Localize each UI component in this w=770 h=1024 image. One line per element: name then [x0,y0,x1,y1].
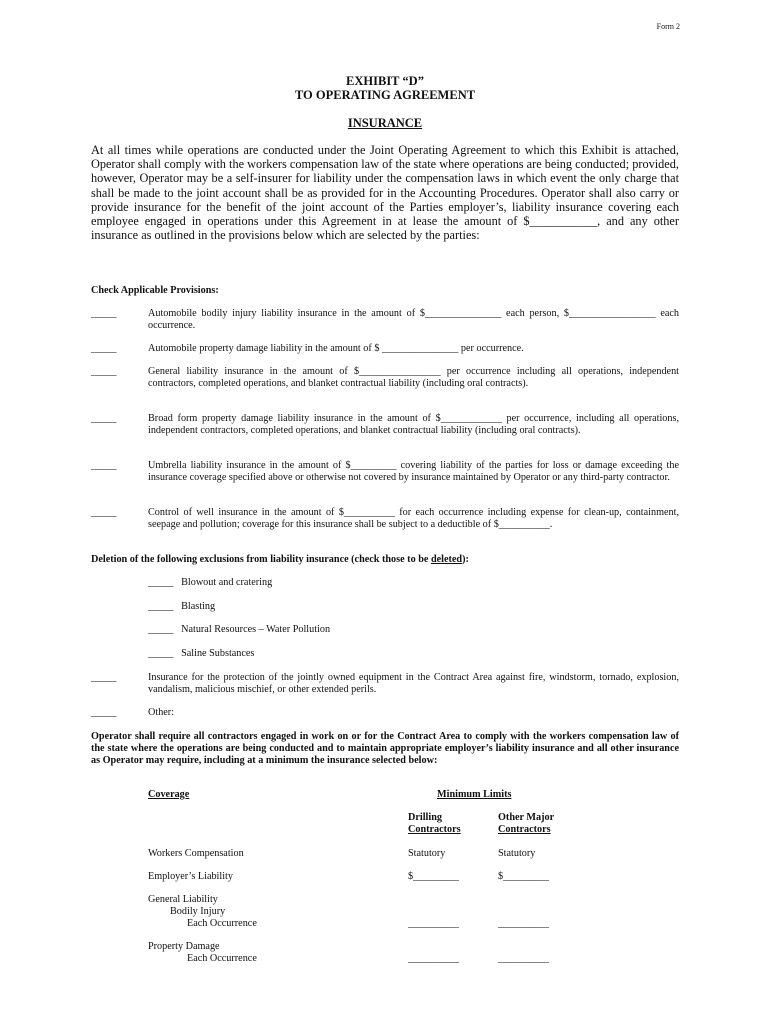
insurance-heading: INSURANCE [347,116,423,130]
row-employers-label: Employer’s Liability [148,871,233,882]
minimum-limits-header: Minimum Limits [437,789,512,800]
row-general-sub1: Bodily Injury [170,906,226,917]
row-general-drilling[interactable]: __________ [408,918,459,929]
exclusion-item-4[interactable] [148,648,254,659]
other-label: Other: [148,707,175,718]
row-property-drilling[interactable]: __________ [408,953,459,964]
row-property-label: Property Damage [148,941,220,952]
exclusion-item-3[interactable] [148,624,330,635]
provision-text-2: Automobile property damage liability in the amount of $ _______________ per occurrence. [148,343,524,354]
provision-checkbox-4[interactable]: _____ [91,413,117,424]
exclusion-label: Blowout and cratering [181,577,273,588]
equipment-text: Insurance for the protection of the jointly owned equipment in the Contract Area against fire, windstorm, tornado, explosion, vandalism, malicious mischief, or other extended perils. [148,672,679,695]
other-checkbox[interactable]: _____ [91,707,117,718]
exclusion-blank[interactable]: _____ [148,577,174,588]
provision-checkbox-2[interactable]: _____ [91,343,117,354]
provision-checkbox-3[interactable]: _____ [91,366,117,377]
row-employers-drilling[interactable]: $_________ [408,871,459,882]
drilling-header-line2: Contractors [408,824,461,835]
row-general-label: General Liability [148,894,218,905]
provision-text-4: Broad form property damage liability insurance in the amount of $____________ per occurrence, including all operations, independent contractors, completed operations, and blanket contractual liability (including oral contracts). [148,413,679,436]
deletion-heading-pre: Deletion of the following exclusions from liability insurance (check those to be [91,554,431,565]
exhibit-title: EXHIBIT “D” [346,74,424,88]
form-number: Form 2 [656,22,680,31]
contractors-paragraph: Operator shall require all contractors engaged in work on or for the Contract Area to comply with the workers compensation law of the state where the operations are being conducted and to maintain appropriate employer’s liability insurance and all other insurance as Operator may require, including at a minimum the insurance selected below: [91,731,679,766]
row-workers-drilling: Statutory [408,848,446,859]
row-employers-other[interactable]: $_________ [498,871,549,882]
deletion-heading [91,554,469,566]
row-general-other[interactable]: __________ [498,918,549,929]
exclusion-label: Natural Resources – Water Pollution [181,624,331,635]
exclusion-blank[interactable]: _____ [148,648,174,659]
exhibit-subtitle: TO OPERATING AGREEMENT [294,88,476,102]
provision-text-6: Control of well insurance in the amount of $__________ for each occurrence including expense for clean-up, containment, seepage and pollution; coverage for this insurance shall be subject to a deductible of $__________. [148,507,679,530]
provision-checkbox-1[interactable]: _____ [91,308,117,319]
deletion-heading-underlined: deleted [430,554,463,565]
exclusion-item-1[interactable] [148,577,272,588]
drilling-header-line1: Drilling [408,812,442,823]
other-header-line2: Contractors [498,824,551,835]
other-header-line1: Other Major [498,812,555,823]
provisions-heading: Check Applicable Provisions: [91,285,219,296]
exclusion-label: Blasting [181,601,216,612]
provision-checkbox-6[interactable]: _____ [91,507,117,518]
row-property-sub: Each Occurrence [187,953,257,964]
exclusion-blank[interactable]: _____ [148,601,174,612]
exclusion-blank[interactable]: _____ [148,624,174,635]
deletion-heading-post: ): [462,554,469,565]
provision-text-1: Automobile bodily injury liability insurance in the amount of $_______________ each person, $_________________ each occurrence. [148,308,679,331]
exclusion-item-2[interactable] [148,601,215,612]
intro-paragraph: At all times while operations are conducted under the Joint Operating Agreement to which this Exhibit is attached, Operator shall comply with the workers compensation law of the state where operations are being conducted; provided, however, Operator may be a self-insurer for liability under the compensation laws in which event the only charge that shall be made to the joint account shall be as provided for in the Accounting Procedures. Operator shall also carry or provide insurance for the benefit of the joint account of the Parties employer’s, liability insurance covering each employee engaged in operations under this Agreement in at lease the amount of $___________, and any other insurance as outlined in the provisions below which are selected by the parties: [91,143,679,243]
row-workers-label: Workers Compensation [148,848,244,859]
row-workers-other: Statutory [498,848,536,859]
row-property-other[interactable]: __________ [498,953,549,964]
provision-text-5: Umbrella liability insurance in the amount of $_________ covering liability of the parties for loss or damage exceeding the insurance coverage specified above or otherwise not covered by insurance maintained by Operator or any third-party contractor. [148,460,679,483]
provision-checkbox-5[interactable]: _____ [91,460,117,471]
coverage-header: Coverage [148,789,190,800]
row-general-sub2: Each Occurrence [187,918,257,929]
equipment-checkbox[interactable]: _____ [91,672,117,683]
exclusion-label: Saline Substances [181,648,255,659]
provision-text-3: General liability insurance in the amount of $________________ per occurrence including all operations, independent contractors, completed operations, and blanket contractual liability (including oral contracts). [148,366,679,389]
